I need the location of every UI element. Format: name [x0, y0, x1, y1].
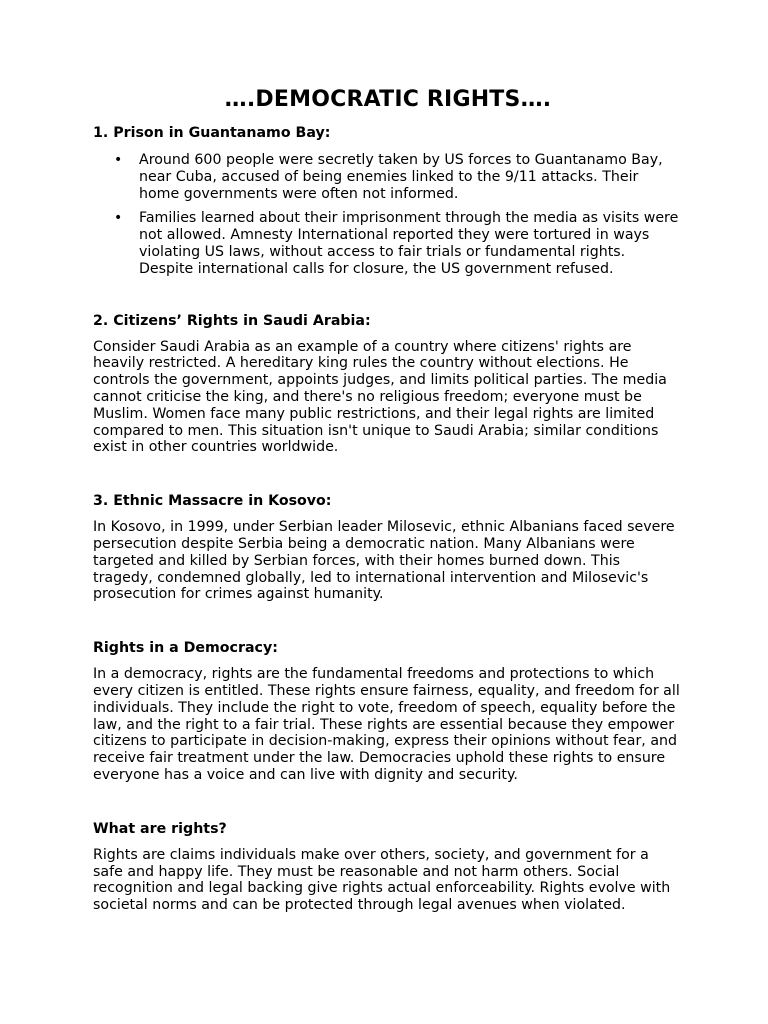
section-rights-in-democracy	[93, 639, 683, 784]
section-heading: 2. Citizens’ Rights in Saudi Arabia:	[93, 312, 371, 329]
document-page	[93, 86, 683, 914]
section-kosovo	[93, 492, 683, 603]
list-item	[93, 210, 683, 277]
section-saudi-arabia	[93, 312, 683, 457]
section-heading: 1. Prison in Guantanamo Bay:	[93, 125, 331, 141]
list-item-text: Families learned about their imprisonment through the media as visits were not allowed. Amnesty International reported they were tortured in ways violating US laws, without access to fair trials or fundamental rights. Despite international calls for closure, the US government refused.	[139, 210, 679, 277]
list-item-text: Around 600 people were secretly taken by US forces to Guantanamo Bay, near Cuba, accused of being enemies linked to the 9/11 attacks. Their home governments were often not informed.	[139, 152, 663, 202]
section-body: In Kosovo, in 1999, under Serbian leader Milosevic, ethnic Albanians faced severe persecution despite Serbia being a democratic nation. Many Albanians were targeted and killed by Serbian forces, with their homes burned down. This tragedy, condemned globally, led to international intervention and Milosevic's prosecution for crimes against humanity.	[93, 519, 675, 603]
section-body: Consider Saudi Arabia as an example of a country where citizens' rights are heavily restricted. A hereditary king rules the country without elections. He controls the government, appoints judges, and limits political parties. The media cannot criticise the king, and there's no religious freedom; everyone must be Muslim. Women face many public restrictions, and their legal rights are limited compared to men. This situation isn't unique to Saudi Arabia; similar conditions exist in other countries worldwide.	[93, 338, 667, 456]
section-heading: Rights in a Democracy:	[93, 640, 278, 657]
bullet-icon: •	[114, 152, 123, 168]
section-heading: What are rights?	[93, 820, 227, 837]
section-body: Rights are claims individuals make over others, society, and government for a safe and happy life. They must be reasonable and not harm others. Social recognition and legal backing give rights actual enforceability. Rights evolve with societal norms and can be protected through legal avenues when violated.	[93, 846, 671, 914]
section-guantanamo	[93, 124, 683, 278]
section-what-are-rights	[93, 820, 683, 914]
section-heading: 3. Ethnic Massacre in Kosovo:	[93, 493, 332, 510]
document-title: ….DEMOCRATIC RIGHTS….	[224, 87, 552, 112]
bullet-list	[93, 152, 683, 278]
list-item	[93, 152, 683, 202]
bullet-icon: •	[114, 210, 123, 227]
section-body: In a democracy, rights are the fundamental freedoms and protections to which every citizen is entitled. These rights ensure fairness, equality, and freedom for all individuals. They include the right to vote, freedom of speech, equality before the law, and the right to a fair trial. These rights are essential because they empower citizens to participate in decision-making, express their opinions without fear, and receive fair treatment under the law. Democracies uphold these rights to ensure everyone has a voice and can live with dignity and security.	[93, 666, 680, 783]
